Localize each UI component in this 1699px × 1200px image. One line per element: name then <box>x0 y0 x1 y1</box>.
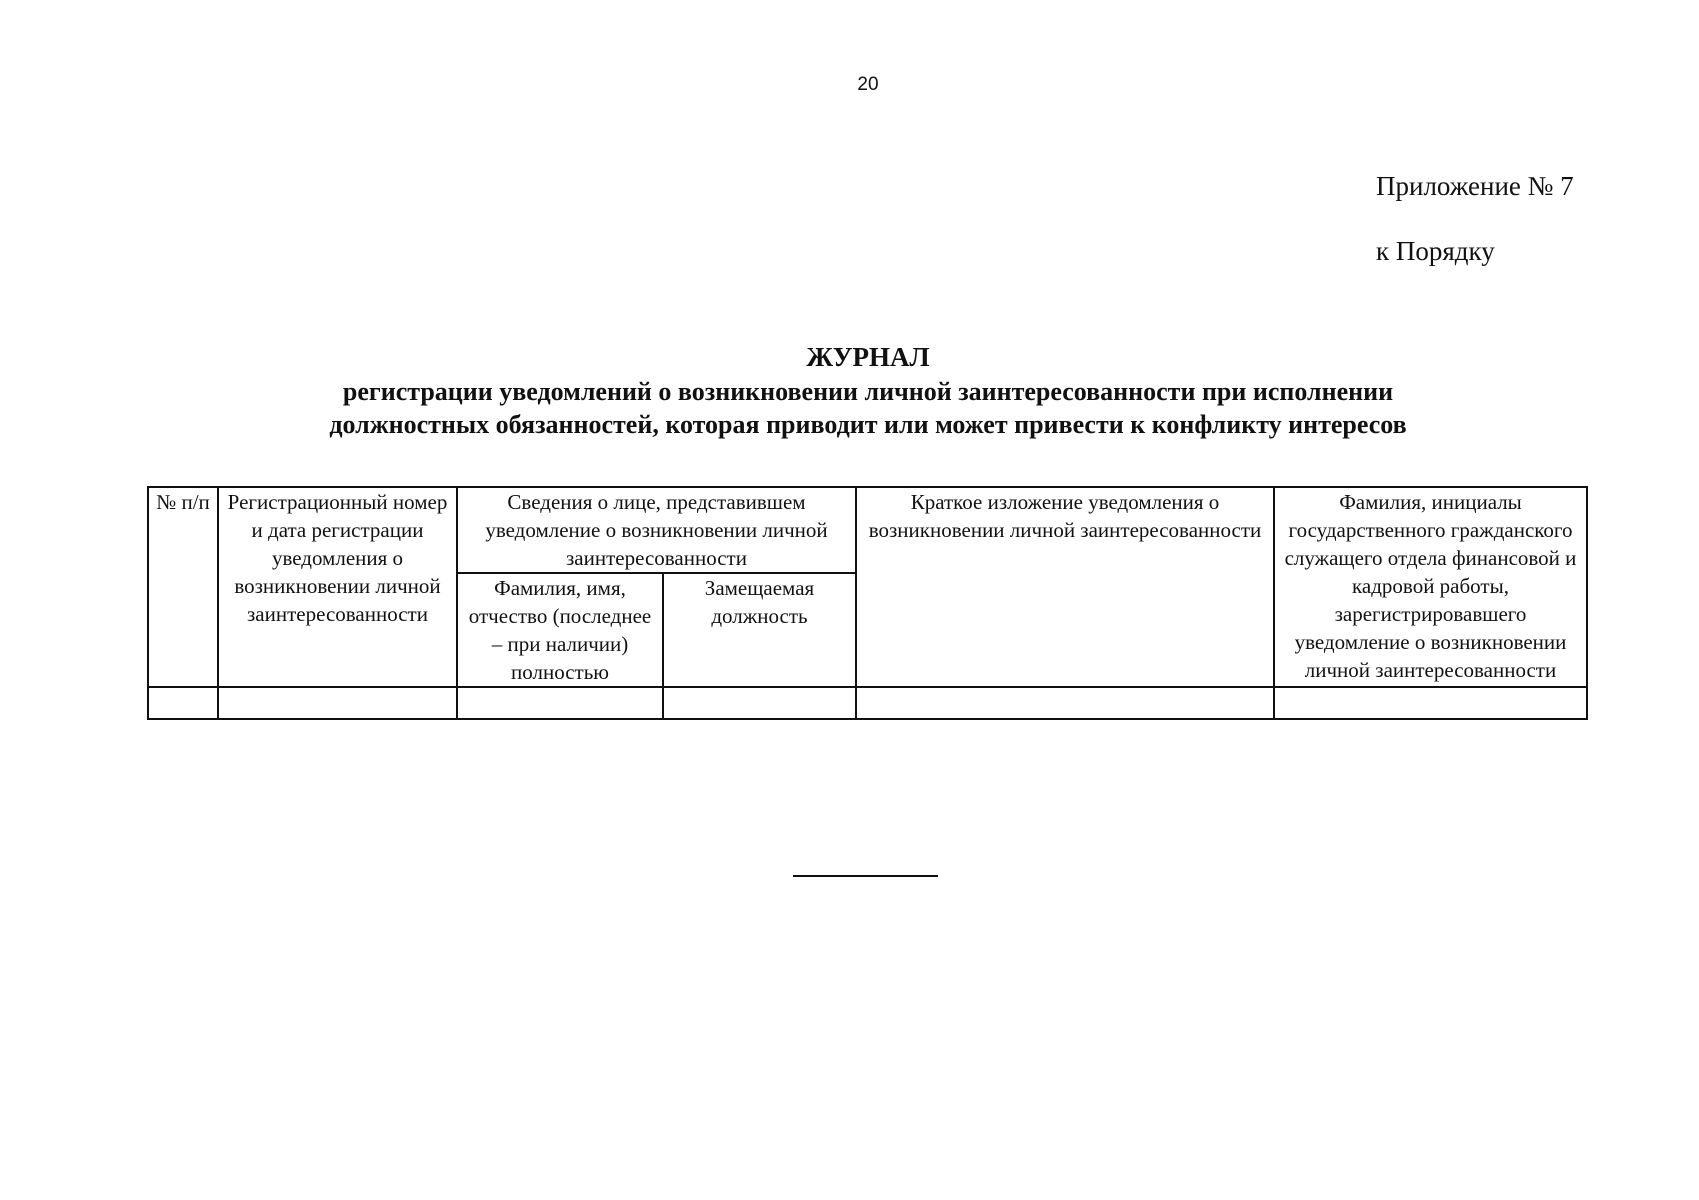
table-header-row-1 <box>148 487 1587 573</box>
table-cell <box>856 687 1274 719</box>
page-number: 20 <box>857 74 879 95</box>
header-registration: Регистрационный номер и дата регистрации уведомления о возникновении личной заинтересованности <box>218 487 457 687</box>
title-main: ЖУРНАЛ <box>806 342 930 372</box>
header-person-info: Сведения о лице, представившем уведомление о возникновении личной заинтересованности <box>457 487 856 573</box>
appendix-reference: к Порядку <box>1376 236 1495 266</box>
table-cell <box>218 687 457 719</box>
header-person-position: Замещаемая должность <box>663 573 856 687</box>
title-line-1: регистрации уведомлений о возникновении личной заинтересованности при исполнении <box>342 377 1394 406</box>
table-cell <box>1274 687 1587 719</box>
title-line-2: должностных обязанностей, которая приводит или может привести к конфликту интересов <box>329 410 1407 439</box>
end-divider-line <box>793 875 938 877</box>
header-registrar: Фамилия, инициалы государственного гражданского служащего отдела финансовой и кадровой работы, зарегистрировавшего уведомление о возникновении личной заинтересованности <box>1274 487 1587 687</box>
header-summary: Краткое изложение уведомления о возникновении личной заинтересованности <box>856 487 1274 687</box>
table-cell <box>148 687 218 719</box>
table-row <box>148 687 1587 719</box>
appendix-label: Приложение № 7 <box>1376 171 1574 201</box>
table-cell <box>457 687 663 719</box>
journal-table <box>147 486 1588 720</box>
document-title <box>0 341 1699 441</box>
header-person-name: Фамилия, имя, отчество (последнее – при наличии) полностью <box>457 573 663 687</box>
header-num: № п/п <box>148 487 218 687</box>
table-cell <box>663 687 856 719</box>
